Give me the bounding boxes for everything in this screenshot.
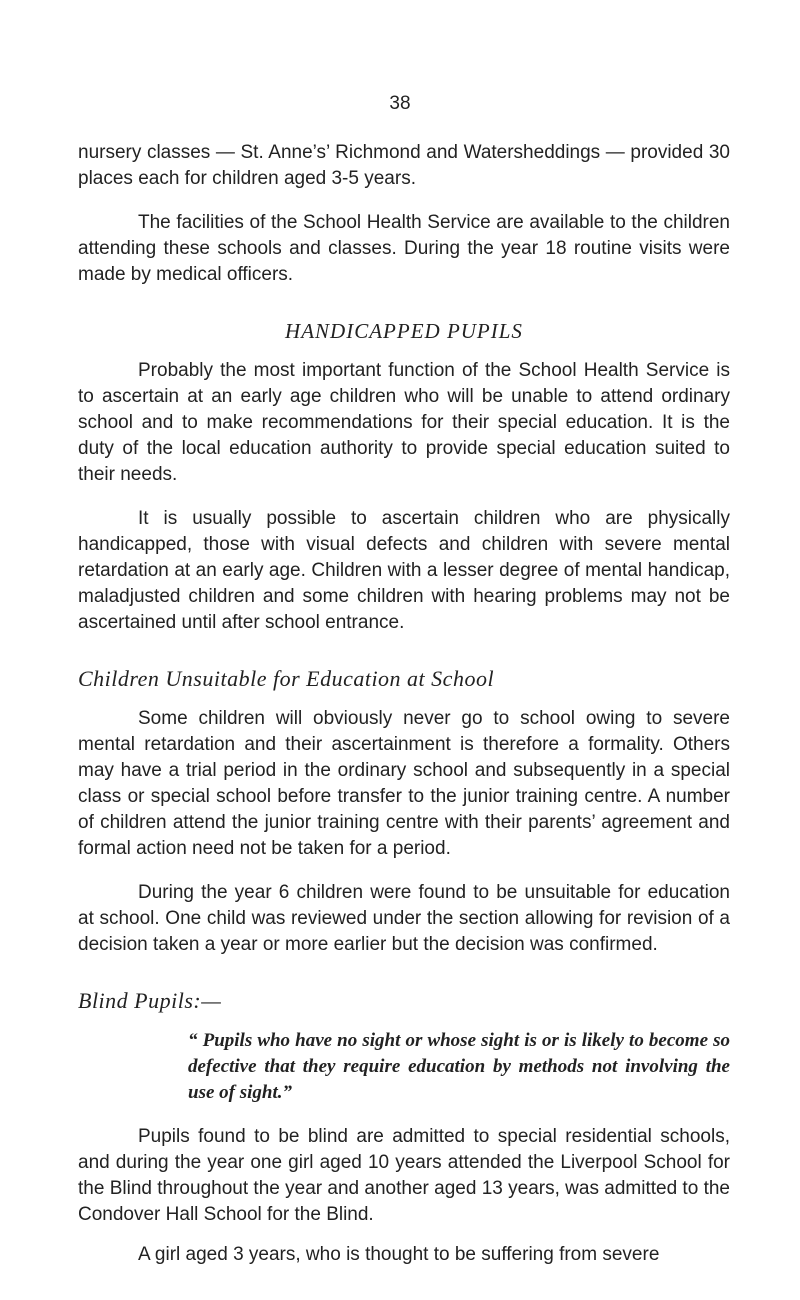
section-heading-unsuitable-children: Children Unsuitable for Education at School [78, 666, 495, 691]
paragraph-girl-aged-3: A girl aged 3 years, who is thought to be suffering from severe [138, 1244, 660, 1265]
paragraph-school-health-facilities: The facilities of the School Health Service are available to the children attending these schools and classes. During the year 18 routine visits were made by medical officers. [78, 212, 730, 285]
page-number: 38 [389, 93, 411, 114]
paragraph-ascertainment: It is usually possible to ascertain children who are physically handicapped, those with visual defects and children with severe mental retardation at an early age. Children with a lesser degree of mental handicap, maladjusted children and some children with hearing problems may not be ascertained until after school entrance. [78, 508, 730, 633]
section-heading-blind-pupils: Blind Pupils:— [78, 988, 222, 1013]
paragraph-unsuitable-count: During the year 6 children were found to be unsuitable for education at school. One child was reviewed under the section allowing for revision of a decision taken a year or more earlier but the decision was confirmed. [78, 882, 730, 955]
section-heading-handicapped-pupils: HANDICAPPED PUPILS [285, 319, 523, 343]
paragraph-nursery-classes: nursery classes — St. Anne’s’ Richmond and Watersheddings — provided 30 places each for children aged 3-5 years. [78, 142, 730, 189]
paragraph-important-function: Probably the most important function of the School Health Service is to ascertain at an early age children who will be unable to attend ordinary school and to make recommendations for their special education. It is the duty of the local education authority to provide special education suited to their needs. [78, 360, 730, 485]
document-body [78, 140, 730, 1268]
definition-quote: “ Pupils who have no sight or whose sight is or is likely to become so defective that they require education by methods not involving the use of sight.” [188, 1030, 730, 1103]
paragraph-blind-schools: Pupils found to be blind are admitted to special residential schools, and during the year one girl aged 10 years attended the Liverpool School for the Blind throughout the year and another aged 13 years, was admitted to the Condover Hall School for the Blind. [78, 1126, 730, 1225]
paragraph-severe-retardation: Some children will obviously never go to school owing to severe mental retardation and their ascertainment is therefore a formality. Others may have a trial period in the ordinary school and subsequently in a special class or special school before transfer to the junior training centre. A number of children attend the junior training centre with their parents’ agreement and formal action need not be taken for a period. [78, 708, 730, 859]
